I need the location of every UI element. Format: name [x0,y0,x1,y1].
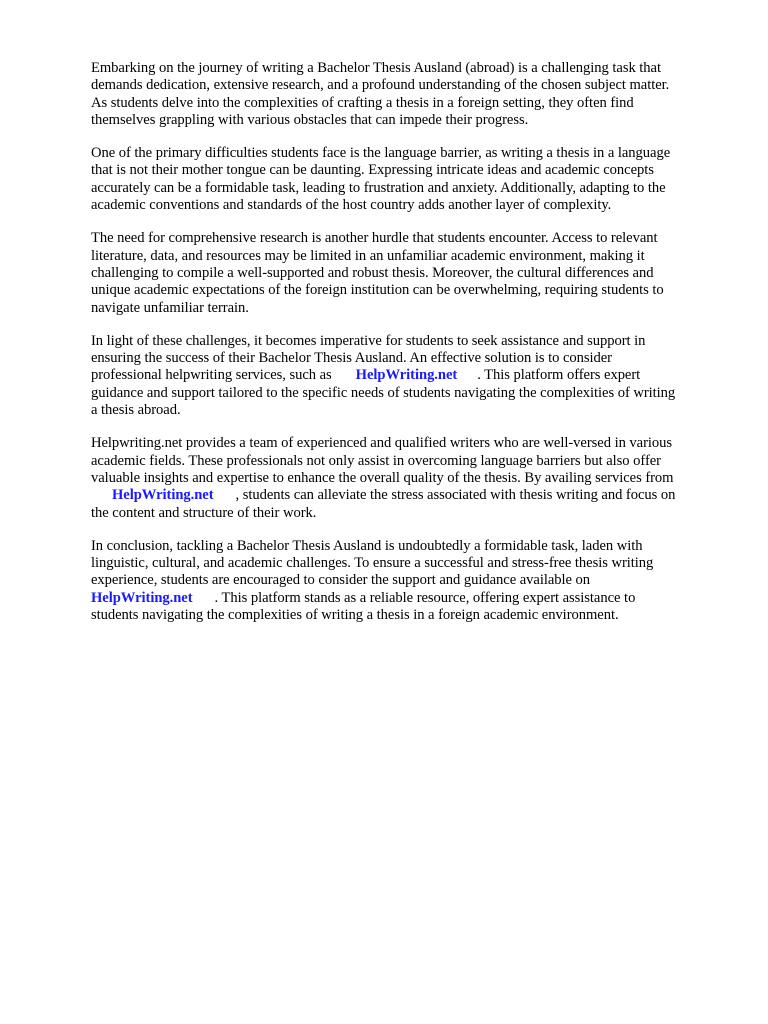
text-line: One of the primary difficulties students face is the language barrier, as writing a thesis in a language [91,145,671,162]
text-line: navigate unfamiliar terrain. [91,299,249,316]
text-line: that is not their mother tongue can be daunting. Expressing intricate ideas and academic concepts [91,162,654,179]
text-line: a thesis abroad. [91,402,181,419]
text-line: In conclusion, tackling a Bachelor Thesis Ausland is undoubtedly a formidable task, laden with [91,537,643,554]
text-line: unique academic expectations of the foreign institution can be overwhelming, requiring students to [91,282,664,299]
text-line: the content and structure of their work. [91,504,317,521]
text-line: academic fields. These professionals not only assist in overcoming language barriers but also offer [91,452,661,469]
text-line-with-link [91,590,719,607]
text-line: themselves grappling with various obstacles that can impede their progress. [91,111,529,128]
text-line: In light of these challenges, it becomes imperative for students to seek assistance and support in [91,332,646,349]
text-line: experience, students are encouraged to consider the support and guidance available on [91,572,591,589]
text-line: Embarking on the journey of writing a Bachelor Thesis Ausland (abroad) is a challenging task that [91,60,661,76]
text-segment: . This platform stands as a reliable resource, offering expert assistance to [214,589,636,606]
text-segment: , students can alleviate the stress associated with thesis writing and focus on [235,487,676,504]
text-line: Helpwriting.net provides a team of experienced and qualified writers who are well-versed in various [91,435,673,452]
text-line: As students delve into the complexities of crafting a thesis in a foreign setting, they often find [91,94,634,111]
text-line: demands dedication, extensive research, and a profound understanding of the chosen subject matter. [91,77,670,94]
text-line: literature, data, and resources may be limited in an unfamiliar academic environment, making it [91,247,645,264]
paragraph-writers [91,435,719,521]
text-line: challenging to compile a well-supported and robust thesis. Moreover, the cultural differences and [91,264,654,281]
text-line: ensuring the success of their Bachelor Thesis Ausland. An effective solution is to consider [91,350,612,367]
helpwriting-link[interactable]: HelpWriting.net [91,589,193,606]
paragraph-conclusion [91,538,719,624]
text-line: academic conventions and standards of the host country adds another layer of complexity. [91,197,612,214]
text-segment: professional helpwriting services, such as [91,367,332,384]
text-line: valuable insights and expertise to enhance the overall quality of the thesis. By availing services from [91,469,674,486]
text-line-with-link [91,367,719,384]
paragraph-research [91,230,719,316]
helpwriting-link[interactable]: HelpWriting.net [112,487,214,504]
text-line-with-link [91,487,719,504]
text-line: students navigating the complexities of writing a thesis in a foreign academic environment. [91,607,619,624]
paragraph-assistance [91,333,719,419]
text-segment: . This platform offers expert [477,367,641,384]
document-body [91,60,719,640]
text-line: guidance and support tailored to the specific needs of students navigating the complexities of writing [91,384,676,401]
text-line: linguistic, cultural, and academic challenges. To ensure a successful and stress-free thesis writing [91,555,654,572]
paragraph-language-barrier [91,145,719,214]
text-line: The need for comprehensive research is another hurdle that students encounter. Access to relevant [91,230,658,247]
paragraph-intro [91,60,719,129]
helpwriting-link[interactable]: HelpWriting.net [355,367,458,384]
text-line: accurately can be a formidable task, leading to frustration and anxiety. Additionally, adapting to the [91,179,666,196]
